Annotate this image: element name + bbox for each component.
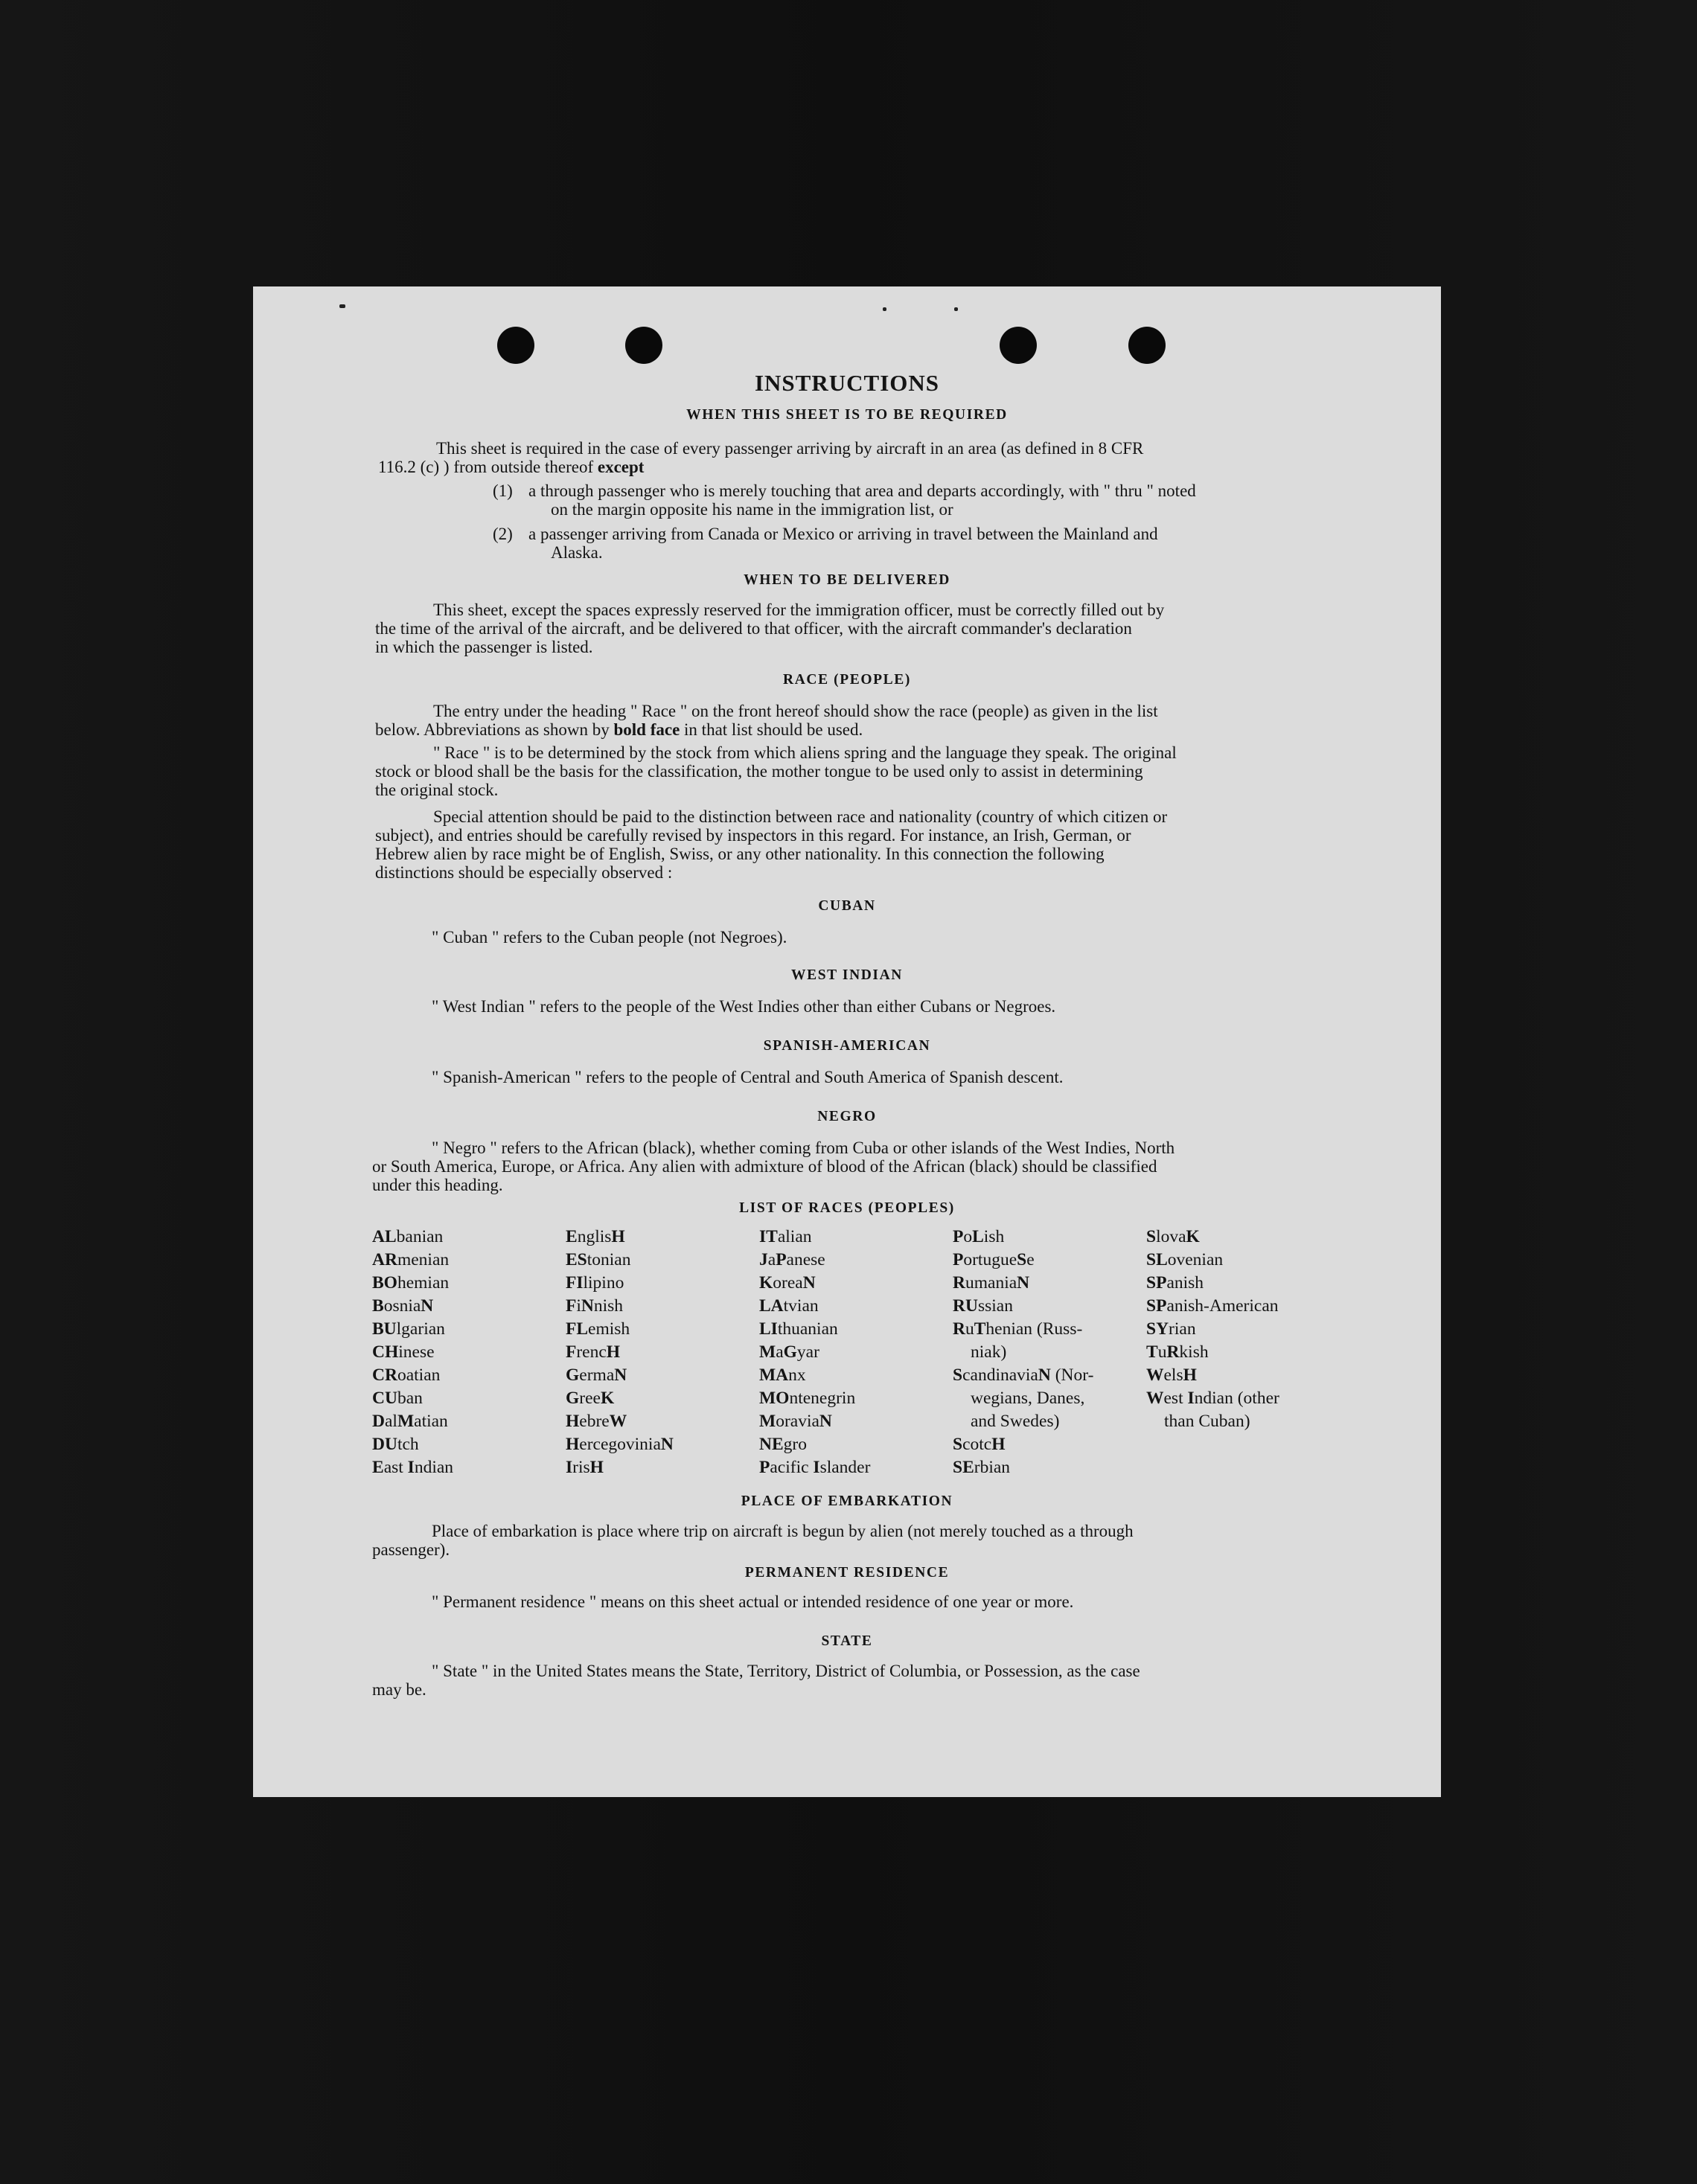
race-abbrev: T	[1146, 1342, 1158, 1362]
race-p3-line1: Special attention should be paid to the distinction between race and nationality (country of which citizen or	[433, 807, 1168, 826]
residence-text: " Permanent residence " means on this sheet actual or intended residence of one year or more.	[432, 1592, 1074, 1611]
negro-line1: " Negro " refers to the African (black), whether coming from Cuba or other islands of the West Indies, North	[432, 1139, 1175, 1157]
race-abbrev: N	[1017, 1273, 1030, 1293]
heading-race: RACE (PEOPLE)	[783, 672, 911, 688]
race-abbrev: B	[372, 1296, 384, 1316]
race-p1-line2: below. Abbreviations as shown by bold face in that list should be used.	[375, 720, 863, 739]
delivered-line1: This sheet, except the spaces expressly reserved for the immigration officer, must be correctly filled out by	[433, 601, 1165, 619]
race-abbrev: N	[1038, 1365, 1051, 1385]
delivered-line3: in which the passenger is listed.	[375, 638, 593, 656]
race-abbrev: E	[372, 1458, 384, 1477]
race-abbrev: MO	[759, 1389, 790, 1408]
race-abbrev: SY	[1146, 1319, 1169, 1339]
race-text: menian	[397, 1250, 450, 1269]
race-abbrev: I	[1187, 1389, 1195, 1408]
race-text: atian	[414, 1412, 448, 1431]
race-abbrev: M	[759, 1412, 776, 1431]
race-item	[372, 1318, 558, 1341]
race-abbrev: H	[606, 1342, 621, 1362]
race-abbrev: M	[397, 1412, 415, 1431]
race-item	[953, 1272, 1139, 1295]
race-text: e	[1026, 1250, 1035, 1269]
race-abbrev: W	[1146, 1365, 1164, 1385]
race-item	[372, 1226, 558, 1249]
race-text: oatian	[397, 1365, 441, 1385]
races-list	[372, 1226, 1332, 1479]
heading-cuban: CUBAN	[818, 898, 876, 914]
race-abbrev: P	[759, 1458, 770, 1477]
race-abbrev: R	[953, 1319, 965, 1339]
race-text: inese	[398, 1342, 435, 1362]
race-item	[953, 1341, 1139, 1364]
item1-line1: a through passenger who is merely touching that area and departs accordingly, with " thru " noted	[528, 481, 1196, 500]
race-text: els	[1163, 1365, 1183, 1385]
race-abbrev: E	[566, 1227, 578, 1246]
race-text: ortugue	[963, 1250, 1017, 1269]
race-abbrev: H	[991, 1435, 1006, 1454]
race-text: banian	[396, 1227, 444, 1246]
race-item	[372, 1456, 558, 1479]
item2-line1: a passenger arriving from Canada or Mexico or arriving in travel between the Mainland and	[528, 525, 1158, 543]
race-abbrev: NE	[759, 1435, 784, 1454]
race-abbrev: H	[1183, 1365, 1197, 1385]
item-number: (2)	[493, 525, 513, 543]
race-text: tonian	[587, 1250, 631, 1269]
race-item	[953, 1295, 1139, 1318]
race-abbrev: P	[776, 1250, 787, 1269]
race-text: ovenian	[1167, 1250, 1224, 1269]
race-text: erma	[579, 1365, 615, 1385]
race-abbrev: LI	[759, 1319, 778, 1339]
punch-hole	[497, 327, 534, 364]
race-abbrev: MA	[759, 1365, 789, 1385]
race-abbrev: N	[802, 1273, 816, 1293]
race-text: i	[576, 1296, 581, 1316]
race-abbrev: SP	[1146, 1296, 1167, 1316]
race-abbrev: R	[1166, 1342, 1180, 1362]
race-item	[372, 1249, 558, 1272]
race-abbrev: F	[566, 1342, 577, 1362]
race-item	[759, 1249, 945, 1272]
race-p3-line4: distinctions should be especially observed :	[375, 863, 673, 882]
race-abbrev: AL	[372, 1227, 397, 1246]
race-text: kish	[1179, 1342, 1209, 1362]
race-text: lova	[1156, 1227, 1186, 1246]
heading-spanish-american: SPANISH-AMERICAN	[763, 1038, 931, 1054]
race-text: gro	[783, 1435, 807, 1454]
race-abbrev: G	[566, 1389, 580, 1408]
race-text: nx	[788, 1365, 806, 1385]
race-text: thuanian	[777, 1319, 838, 1339]
race-text: emish	[588, 1319, 630, 1339]
race-text: wegians, Danes,	[971, 1389, 1085, 1408]
cuban-text: " Cuban " refers to the Cuban people (not Negroes).	[432, 928, 787, 947]
race-abbrev: S	[953, 1365, 963, 1385]
race-item	[953, 1249, 1139, 1272]
paper-speck	[954, 307, 958, 311]
punch-hole	[1000, 327, 1037, 364]
race-text: and Swedes)	[971, 1412, 1060, 1431]
race-p3-line2: subject), and entries should be carefully revised by inspectors in this regard. For instance, an Irish, German, or	[375, 826, 1131, 845]
race-abbrev: L	[972, 1227, 984, 1246]
race-item	[953, 1410, 1139, 1433]
race-column	[953, 1226, 1139, 1479]
race-text: orea	[773, 1273, 803, 1293]
state-line1: " State " in the United States means the State, Territory, District of Columbia, or Possession, as the case	[432, 1662, 1140, 1680]
race-item	[953, 1318, 1139, 1341]
race-item	[759, 1410, 945, 1433]
race-item	[566, 1318, 752, 1341]
race-item	[953, 1433, 1139, 1456]
race-item	[759, 1456, 945, 1479]
race-abbrev: K	[759, 1273, 773, 1293]
race-text: alian	[777, 1227, 812, 1246]
race-column	[566, 1226, 752, 1479]
race-item	[1146, 1341, 1332, 1364]
race-abbrev: D	[372, 1412, 385, 1431]
heading-list-of-races: LIST OF RACES (PEOPLES)	[739, 1200, 955, 1216]
race-abbrev: S	[1017, 1250, 1027, 1269]
race-abbrev: I	[407, 1458, 415, 1477]
race-abbrev: J	[759, 1250, 768, 1269]
race-abbrev: H	[566, 1435, 580, 1454]
race-abbrev: SP	[1146, 1273, 1167, 1293]
race-abbrev: BO	[372, 1273, 397, 1293]
race-abbrev: R	[953, 1273, 965, 1293]
race-item	[1146, 1387, 1332, 1410]
race-text: rbian	[974, 1458, 1011, 1477]
race-abbrev: SE	[953, 1458, 974, 1477]
race-text: u	[1157, 1342, 1167, 1362]
race-text: slander	[819, 1458, 871, 1477]
race-text: ercegovinia	[579, 1435, 661, 1454]
race-abbrev: I	[566, 1458, 573, 1477]
race-p1-line1: The entry under the heading " Race " on the front hereof should show the race (people) as given in the list	[433, 702, 1158, 720]
race-abbrev: RU	[953, 1296, 978, 1316]
race-item	[566, 1456, 752, 1479]
heading-permanent-residence: PERMANENT RESIDENCE	[744, 1565, 950, 1581]
race-text: al	[384, 1412, 397, 1431]
race-text: niak)	[971, 1342, 1007, 1362]
race-abbrev: P	[953, 1227, 964, 1246]
heading-delivered: WHEN TO BE DELIVERED	[744, 572, 950, 588]
race-text: osnia	[383, 1296, 421, 1316]
race-text: ebre	[579, 1412, 610, 1431]
race-text: rian	[1169, 1319, 1196, 1339]
race-p2-line2: stock or blood shall be the basis for the classification, the mother tongue to be used only to assist in determining	[375, 762, 1143, 781]
race-p3-line3: Hebrew alien by race might be of English, Swiss, or any other nationality. In this connection the following	[375, 845, 1105, 863]
race-item	[1146, 1410, 1332, 1433]
race-item	[566, 1295, 752, 1318]
paper-speck	[883, 307, 886, 311]
race-text: hemian	[397, 1273, 450, 1293]
race-item	[1146, 1295, 1332, 1318]
race-item	[372, 1341, 558, 1364]
race-item	[953, 1226, 1139, 1249]
race-item	[953, 1387, 1139, 1410]
race-text: a	[767, 1250, 776, 1269]
embarkation-line2: passenger).	[372, 1540, 450, 1559]
race-item	[1146, 1272, 1332, 1295]
race-text: ndian (other	[1194, 1389, 1279, 1408]
negro-line3: under this heading.	[372, 1176, 503, 1194]
race-text: tvian	[783, 1296, 819, 1316]
race-abbrev: S	[953, 1435, 963, 1454]
race-abbrev: F	[566, 1296, 577, 1316]
race-text: ssian	[977, 1296, 1013, 1316]
race-text: nglis	[577, 1227, 612, 1246]
race-item	[1146, 1226, 1332, 1249]
race-text: a	[776, 1342, 784, 1362]
race-abbrev: N	[819, 1412, 832, 1431]
race-text: anish-American	[1166, 1296, 1279, 1316]
race-abbrev: LA	[759, 1296, 784, 1316]
race-text: acific	[770, 1458, 814, 1477]
race-item	[566, 1249, 752, 1272]
race-text: (Nor-	[1050, 1365, 1094, 1385]
embarkation-line1: Place of embarkation is place where trip on aircraft is begun by alien (not merely touched as a through	[432, 1522, 1134, 1540]
race-p2-line3: the original stock.	[375, 781, 499, 799]
race-abbrev: S	[1146, 1227, 1157, 1246]
race-text: u	[965, 1319, 974, 1339]
race-abbrev: CR	[372, 1365, 397, 1385]
race-abbrev: CH	[372, 1342, 399, 1362]
race-item	[372, 1295, 558, 1318]
spanish-american-text: " Spanish-American " refers to the people of Central and South America of Spanish descent.	[432, 1068, 1064, 1086]
race-item	[372, 1364, 558, 1387]
heading-west-indian: WEST INDIAN	[791, 967, 903, 983]
race-text: ntenegrin	[789, 1389, 856, 1408]
race-text: cotc	[962, 1435, 992, 1454]
negro-line2: or South America, Europe, or Africa. Any alien with admixture of blood of the African (black) should be classified	[372, 1157, 1157, 1176]
race-item	[953, 1456, 1139, 1479]
punch-hole	[1128, 327, 1166, 364]
race-abbrev: FI	[566, 1273, 584, 1293]
race-item	[566, 1387, 752, 1410]
race-abbrev: H	[589, 1458, 604, 1477]
race-abbrev: AR	[372, 1250, 397, 1269]
race-text: ban	[397, 1389, 423, 1408]
race-column	[372, 1226, 558, 1479]
race-abbrev: G	[783, 1342, 797, 1362]
race-item	[372, 1272, 558, 1295]
race-text: ish	[983, 1227, 1005, 1246]
race-item	[566, 1410, 752, 1433]
race-p2-line1: " Race " is to be determined by the stock from which aliens spring and the language they speak. The original	[433, 743, 1177, 762]
paper-speck	[339, 304, 345, 308]
instruction-sheet	[253, 286, 1441, 1797]
race-abbrev: N	[614, 1365, 627, 1385]
race-abbrev: K	[600, 1389, 615, 1408]
race-text: umania	[965, 1273, 1017, 1293]
item-number: (1)	[493, 481, 513, 500]
race-text: ree	[579, 1389, 601, 1408]
race-item	[566, 1433, 752, 1456]
race-abbrev: M	[759, 1342, 776, 1362]
race-abbrev: I	[813, 1458, 820, 1477]
race-item	[1146, 1318, 1332, 1341]
race-item	[759, 1318, 945, 1341]
heading-embarkation: PLACE OF EMBARKATION	[741, 1493, 953, 1509]
race-text: lgarian	[396, 1319, 445, 1339]
race-item	[372, 1410, 558, 1433]
race-text: ast	[383, 1458, 408, 1477]
required-intro-line1: This sheet is required in the case of every passenger arriving by aircraft in an area (as defined in 8 CFR	[436, 439, 1144, 458]
race-text: ris	[572, 1458, 590, 1477]
race-text: oravia	[776, 1412, 819, 1431]
race-item	[759, 1226, 945, 1249]
race-abbrev: N	[660, 1435, 674, 1454]
race-column	[759, 1226, 945, 1479]
race-abbrev: DU	[372, 1435, 397, 1454]
race-text: lipino	[583, 1273, 624, 1293]
race-item	[759, 1272, 945, 1295]
race-item	[566, 1364, 752, 1387]
race-abbrev: N	[421, 1296, 434, 1316]
race-abbrev: H	[611, 1227, 625, 1246]
state-line2: may be.	[372, 1680, 426, 1699]
race-item	[1146, 1249, 1332, 1272]
race-text: renc	[576, 1342, 607, 1362]
delivered-line2: the time of the arrival of the aircraft, and be delivered to that officer, with the aircraft commander's declaration	[375, 619, 1132, 638]
race-text: est	[1163, 1389, 1188, 1408]
heading-negro: NEGRO	[817, 1109, 877, 1124]
race-item	[759, 1341, 945, 1364]
race-item	[566, 1226, 752, 1249]
race-text: o	[963, 1227, 973, 1246]
race-text: candinavia	[962, 1365, 1038, 1385]
race-item	[1146, 1364, 1332, 1387]
required-intro-line2: 116.2 (c) ) from outside thereof except	[378, 458, 645, 476]
race-text: yar	[796, 1342, 819, 1362]
west-indian-text: " West Indian " refers to the people of the West Indies other than either Cubans or Negroes.	[432, 997, 1056, 1016]
race-text: anish	[1166, 1273, 1204, 1293]
race-text: tch	[397, 1435, 419, 1454]
item2-line2: Alaska.	[551, 543, 603, 562]
race-text: nish	[593, 1296, 624, 1316]
race-text: than Cuban)	[1164, 1412, 1250, 1431]
race-abbrev: G	[566, 1365, 580, 1385]
race-item	[759, 1433, 945, 1456]
item1-line2: on the margin opposite his name in the immigration list, or	[551, 500, 953, 519]
race-item	[372, 1387, 558, 1410]
race-text: anese	[786, 1250, 825, 1269]
race-item	[759, 1364, 945, 1387]
race-column	[1146, 1226, 1332, 1479]
race-abbrev: P	[953, 1250, 964, 1269]
heading-state: STATE	[821, 1633, 873, 1649]
page-title: INSTRUCTIONS	[754, 370, 939, 396]
race-abbrev: BU	[372, 1319, 397, 1339]
race-abbrev: FL	[566, 1319, 589, 1339]
race-abbrev: T	[974, 1319, 986, 1339]
race-abbrev: SL	[1146, 1250, 1168, 1269]
race-abbrev: W	[609, 1412, 627, 1431]
race-abbrev: H	[566, 1412, 580, 1431]
race-abbrev: IT	[759, 1227, 778, 1246]
race-abbrev: N	[581, 1296, 594, 1316]
race-item	[759, 1387, 945, 1410]
race-item	[759, 1295, 945, 1318]
heading-required: WHEN THIS SHEET IS TO BE REQUIRED	[686, 407, 1008, 423]
race-item	[953, 1364, 1139, 1387]
race-item	[566, 1341, 752, 1364]
race-abbrev: W	[1146, 1389, 1164, 1408]
race-text: ndian	[414, 1458, 454, 1477]
race-abbrev: CU	[372, 1389, 397, 1408]
race-abbrev: K	[1186, 1227, 1200, 1246]
race-item	[372, 1433, 558, 1456]
race-text: henian (Russ-	[985, 1319, 1083, 1339]
race-item	[566, 1272, 752, 1295]
race-abbrev: ES	[566, 1250, 587, 1269]
punch-hole	[625, 327, 662, 364]
